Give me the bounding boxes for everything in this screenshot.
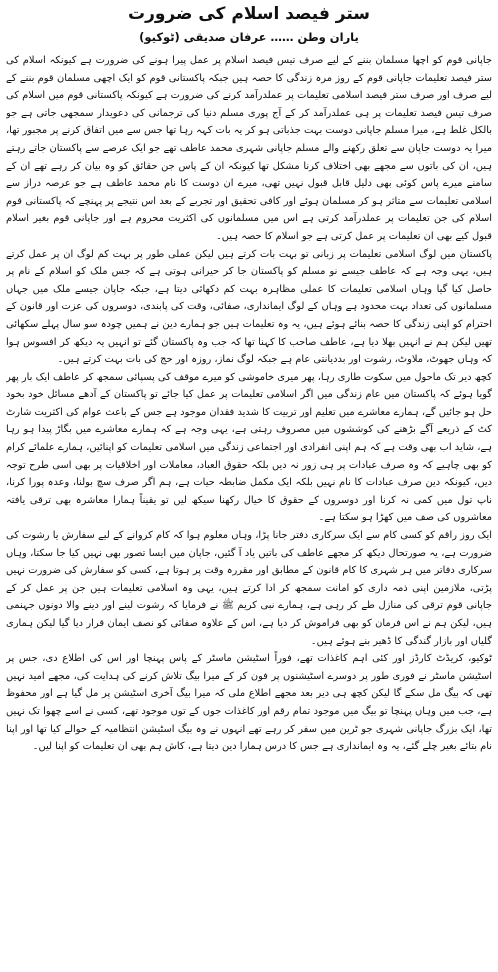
article-paragraph: ایک روز راقم کو کسی کام سے ایک سرکاری دفتر جانا پڑا، وہاں معلوم ہوا کہ کام کروانے کے لیے سفارش یا رشوت کی ضرورت ہے، یہ صورتحال دیکھ کر مجھے عاطف کی باتیں یاد آ گئیں، جاپان میں ایسا تصور بھی نہیں کیا جا سکتا، وہاں سرکاری دفاتر میں ہر شہری کا کام قانون کے مطابق اور مقررہ وقت پر ہوتا ہے، کسی کو سفارش کی ضرورت نہیں پڑتی، ملازمین اپنی ذمہ داری کو امانت سمجھ کر ادا کرتے ہیں، یہی وہ اسلامی تعلیمات ہیں جن پر عمل کر کے جاپانی قوم ترقی کی منازل طے کر رہی ہے، ہمارے نبی کریم ﷺ نے فرمایا کہ رشوت لینے اور دینے والا دونوں جہنمی ہیں، لیکن ہم نے اس فرمان کو بھی فراموش کر دیا ہے، اس کے علاوہ صفائی کو نصف ایمان قرار دیا گیا لیکن ہماری گلیاں اور بازار گندگی کا ڈھیر بنے ہوئے ہیں۔ xyxy=(6,530,492,647)
article-headline: ستر فیصد اسلام کی ضرورت xyxy=(128,4,370,24)
article-paragraph: پاکستان میں لوگ اسلامی تعلیمات پر زبانی تو بہت بات کرتے ہیں لیکن عملی طور پر بہت کم لوگ ان پر عمل کرتے ہیں، یہی وجہ ہے کہ عاطف جیسے نو مسلم کو پاکستان جا کر حیرانی ہوتی ہے کہ جس ملک کو اسلام کے نام پر حاصل کیا گیا وہاں اسلامی تعلیمات کا عملی مظاہرہ بہت کم دکھائی دیتا ہے، جبکہ جاپان جیسے ملک میں جہاں مسلمانوں کی تعداد بہت محدود ہے وہاں کے لوگ ایمانداری، صفائی، وقت کی پابندی، دوسروں کی عزت اور قانون کے احترام کو اپنی زندگی کا حصہ بنائے ہوئے ہیں، یہ وہ تعلیمات ہیں جو ہمارے دین نے ہمیں چودہ سو سال پہلے سکھائی تھیں لیکن ہم نے انہیں بھلا دیا ہے، عاطف صاحب کا کہنا تھا کہ جب وہ پاکستان گئے تو انہیں یہ دیکھ کر افسوس ہوا کہ وہاں جھوٹ، ملاوٹ، رشوت اور بددیانتی عام ہے جبکہ لوگ نماز، روزہ اور حج کی بات بہت کرتے ہیں۔ xyxy=(6,248,492,366)
article-body xyxy=(6,52,492,966)
article-paragraph: ٹوکیو، کریڈٹ کارڈز اور کئی اہم کاغذات تھے، فوراً اسٹیشن ماسٹر کے پاس پہنچا اور اس کی اطلاع دی، جس پر اسٹیشن ماسٹر نے فوری طور پر دوسرے اسٹیشنوں پر فون کر کے میرا بیگ تلاش کرنے کی ہدایت کی، مجھے امید نہیں تھی کہ بیگ مل سکے گا لیکن کچھ ہی دیر بعد مجھے اطلاع ملی کہ میرا بیگ آخری اسٹیشن پر مل گیا ہے اور محفوظ ہے، جب میں وہاں پہنچا تو بیگ میں موجود تمام رقم اور کاغذات جوں کے توں موجود تھے، کسی نے اسے چھوا تک نہیں تھا، ایک بزرگ جاپانی شہری جو ٹرین میں سفر کر رہے تھے انہوں نے وہ بیگ اسٹیشن انتظامیہ کے حوالے کیا تھا اور اپنا نام بتائے بغیر چلے گئے، یہ وہ ایمانداری ہے جس کا درس ہمارا دین دیتا ہے، کاش ہم بھی ان تعلیمات کو اپنا لیں۔ xyxy=(6,653,492,753)
article-paragraph: کچھ دیر تک ماحول میں سکوت طاری رہا، پھر میری خاموشی کو میرے موقف کی پسپائی سمجھ کر عاطف ایک بار پھر گویا ہوئے کہ پاکستان میں عام زندگی میں اگر اسلامی تعلیمات پر عمل کیا جائے تو پاکستان کے آدھے مسائل خود بخود حل ہو جائیں گے، ہمارے معاشرے میں تعلیم اور تربیت کا شدید فقدان موجود ہے جس کے باعث عوام کی اکثریت شارٹ کٹ کے ذریعے آگے بڑھنے کی کوششوں میں مصروف رہتی ہے، یہی وجہ ہے کہ ہمارے معاشرے میں بگاڑ پیدا ہو رہا ہے، شاید اب بھی وقت ہے کہ ہم اپنی انفرادی اور اجتماعی زندگی میں اسلامی تعلیمات کو اپنائیں، ہمارے علمائے کرام کو بھی چاہیے کہ وہ صرف عبادات پر ہی زور نہ دیں بلکہ حقوق العباد، معاملات اور اخلاقیات پر بھی اسی طرح توجہ دیں، کیونکہ دین صرف عبادات کا نام نہیں بلکہ ایک مکمل ضابطہ حیات ہے، ہم اگر صرف سچ بولنا، وعدہ پورا کرنا، ناپ تول میں کمی نہ کرنا اور دوسروں کے حقوق کا خیال رکھنا سیکھ لیں تو یقیناً ہمارا معاشرہ بھی ترقی یافتہ معاشروں کی صف میں کھڑا ہو سکتا ہے۔ xyxy=(6,371,492,524)
article-byline: یاران وطن …… عرفان صدیقی (ٹوکیو) xyxy=(139,30,359,44)
article-paragraph: جاپانی قوم کو اچھا مسلمان بننے کے لیے صرف تیس فیصد اسلام پر عمل پیرا ہونے کی ضرورت ہے کیونکہ اسلام کی ستر فیصد تعلیمات جاپانی قوم کے روز مرہ زندگی کا حصہ ہیں جبکہ پاکستانی قوم کو ایک اچھی مسلمان قوم بننے کے لیے صرف اور صرف ستر فیصد اسلامی تعلیمات پر عملدرآمد کرنے کی ضرورت ہے کیونکہ پاکستانی قوم میں اسلام کی صرف تیس فیصد تعلیمات پر ہی عملدرآمد کر کے آج پوری مسلم دنیا کی ترجمانی کی دعویدار سمجھی جاتی ہے جو بالکل غلط ہے، میرا مسلم جاپانی دوست بہت جذباتی ہو کر یہ بات کہہ رہا تھا جس سے میں اتفاق کرنے پر مجبور تھا، میرا یہ دوست جاپان سے تعلق رکھنے والے مسلم جاپانی شہری محمد عاطف تھے جو ایک عرصے سے پاکستان جاتے رہتے ہیں، ان کی باتوں سے مجھے بھی اختلاف کرنا مشکل تھا کیونکہ ان کے پاس جن حقائق کو وہ بیان کر رہے تھے ان کے سامنے میرے پاس کوئی بھی دلیل قابل قبول نہیں تھی، میرے ان دوست کا نام محمد عاطف ہے جو عرصہ دراز سے اسلامی تعلیمات سے متاثر ہو کر مسلمان ہوئے اور کافی تحقیق اور تجربے کے بعد اس نتیجے پر پہنچے کہ پاکستانی قوم اسلام کی جن تعلیمات پر عملدرآمد کرتی ہے اس میں مسلمانوں کی اکثریت محروم ہے اور جاپانی قوم بغیر اسلام قبول کیے بھی ان تعلیمات پر عمل کرتی ہے جو اسلام کا حصہ ہیں۔ xyxy=(6,55,492,242)
